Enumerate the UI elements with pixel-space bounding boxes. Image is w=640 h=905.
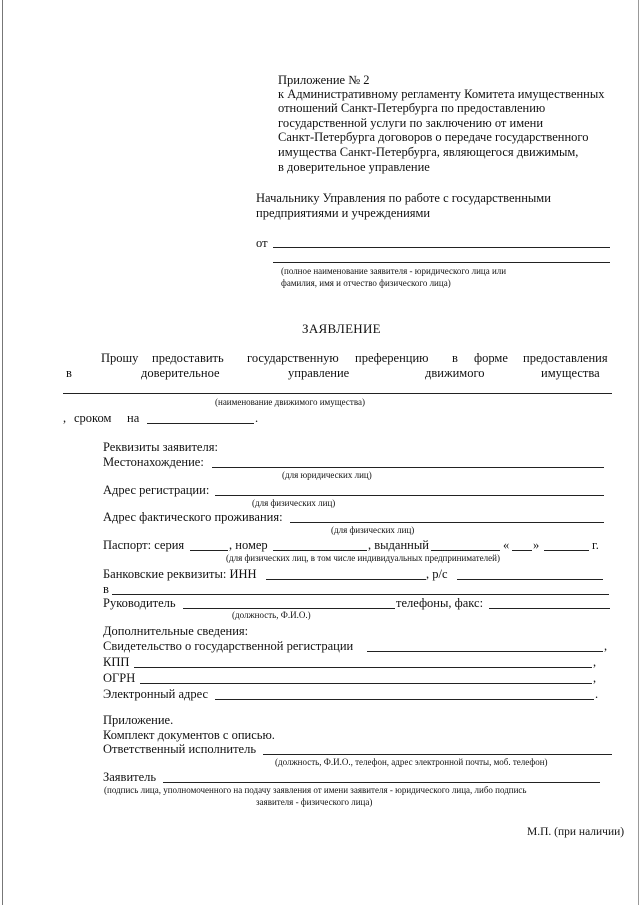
- term-field-line[interactable]: [147, 423, 254, 424]
- certificate-label: Свидетельство о государственной регистрации: [103, 639, 354, 653]
- passport-caption: (для физических лиц, в том числе индивидуальных предпринимателей): [226, 553, 500, 563]
- applicant-signature-field[interactable]: [163, 782, 600, 783]
- bank-inn-label: Банковские реквизиты: ИНН: [103, 567, 257, 581]
- request-word: предоставления: [523, 351, 608, 365]
- email-dot: .: [595, 687, 599, 701]
- kpp-field[interactable]: [134, 667, 592, 668]
- bank-in-label: в: [103, 582, 109, 596]
- bank-name-field[interactable]: [112, 594, 609, 595]
- account-field[interactable]: [457, 579, 603, 580]
- request-word: имущества: [541, 366, 600, 380]
- appendix-line: в доверительное управление: [278, 160, 430, 174]
- property-caption: (наименование движимого имущества): [215, 397, 365, 407]
- location-caption: (для юридических лиц): [282, 470, 372, 480]
- addressee-line: предприятиями и учреждениями: [256, 206, 431, 220]
- page-edge-left: [2, 0, 3, 905]
- phones-field[interactable]: [489, 608, 610, 609]
- from-caption: фамилия, имя и отчество физического лица): [281, 278, 451, 288]
- registration-label: Адрес регистрации:: [103, 483, 210, 497]
- property-name-line[interactable]: [63, 393, 612, 394]
- head-caption: (должность, Ф.И.О.): [232, 610, 311, 620]
- from-field-line[interactable]: [273, 247, 610, 248]
- residence-caption: (для физических лиц): [331, 525, 415, 535]
- kpp-label: КПП: [103, 655, 130, 669]
- email-label: Электронный адрес: [103, 687, 209, 701]
- request-word: доверительное: [141, 366, 220, 380]
- document-title: ЗАЯВЛЕНИЕ: [302, 321, 381, 336]
- phones-label: телефоны, факс:: [396, 596, 484, 610]
- request-word: управление: [288, 366, 350, 380]
- request-word: Прошу: [101, 351, 139, 365]
- residence-field-line[interactable]: [290, 522, 604, 523]
- page-edge-right: [638, 0, 639, 905]
- executor-field[interactable]: [263, 754, 612, 755]
- request-word: форме: [474, 351, 508, 365]
- applicant-caption: (подпись лица, уполномоченного на подачу заявления от имени заявителя - юридического лица, либо подпись: [104, 785, 527, 795]
- appendix-line: Приложение № 2: [278, 73, 370, 87]
- request-word: движимого: [425, 366, 485, 380]
- stamp-note: М.П. (при наличии): [527, 826, 625, 838]
- appendix-line: отношений Санкт-Петербурга по предоставлению: [278, 101, 546, 115]
- registration-caption: (для физических лиц): [252, 498, 336, 508]
- passport-year-suffix: г.: [592, 538, 599, 552]
- kpp-comma: ,: [593, 655, 597, 669]
- residence-label: Адрес фактического проживания:: [103, 510, 283, 524]
- passport-month-field[interactable]: [544, 550, 589, 551]
- term-label: сроком: [74, 411, 112, 425]
- ogrn-label: ОГРН: [103, 671, 136, 685]
- ogrn-field[interactable]: [140, 683, 592, 684]
- appendix-line: Санкт-Петербурга договоров о передаче государственного: [278, 130, 589, 144]
- certificate-field[interactable]: [367, 651, 603, 652]
- passport-number-field[interactable]: [273, 550, 367, 551]
- request-word: предоставить: [152, 351, 224, 365]
- request-word: государственную: [247, 351, 339, 365]
- request-word: в: [452, 351, 458, 365]
- addressee-line: Начальнику Управления по работе с государственными: [256, 191, 551, 205]
- inn-field[interactable]: [266, 579, 426, 580]
- applicant-caption: заявителя - физического лица): [256, 797, 373, 807]
- request-word: преференцию: [355, 351, 429, 365]
- passport-series-label: Паспорт: серия: [103, 538, 185, 552]
- passport-number-label: , номер: [229, 538, 268, 552]
- attachment-docs: Комплект документов с описью.: [103, 728, 275, 742]
- head-field[interactable]: [183, 608, 395, 609]
- appendix-line: государственной услуги по заключению от имени: [278, 116, 544, 130]
- from-caption: (полное наименование заявителя - юридического лица или: [281, 266, 507, 276]
- registration-field-line[interactable]: [215, 495, 604, 496]
- term-end: .: [255, 411, 259, 425]
- term-on: на: [127, 411, 140, 425]
- passport-series-field[interactable]: [190, 550, 228, 551]
- from-field-line-2[interactable]: [273, 262, 610, 263]
- executor-caption: (должность, Ф.И.О., телефон, адрес электронной почты, моб. телефон): [275, 757, 548, 767]
- passport-issued-label: , выданный: [368, 538, 429, 552]
- account-label: , р/с: [426, 567, 448, 581]
- location-field-line[interactable]: [212, 467, 604, 468]
- appendix-line: имущества Санкт-Петербурга, являющегося движимым,: [278, 145, 579, 159]
- passport-issued-field[interactable]: [431, 550, 500, 551]
- email-field[interactable]: [215, 699, 594, 700]
- ogrn-comma: ,: [593, 671, 597, 685]
- applicant-label: Заявитель: [103, 770, 157, 784]
- requisites-heading: Реквизиты заявителя:: [103, 440, 218, 454]
- appendix-line: к Административному регламенту Комитета имущественных: [278, 87, 605, 101]
- location-label: Местонахождение:: [103, 455, 204, 469]
- from-label: от: [256, 236, 268, 250]
- term-comma: ,: [63, 411, 67, 425]
- passport-quote-open: «: [503, 538, 510, 552]
- head-label: Руководитель: [103, 596, 176, 610]
- attachment-heading: Приложение.: [103, 713, 174, 727]
- passport-quote-close: »: [533, 538, 540, 552]
- additional-heading: Дополнительные сведения:: [103, 624, 249, 638]
- certificate-comma: ,: [604, 639, 608, 653]
- request-word: в: [66, 366, 72, 380]
- executor-label: Ответственный исполнитель: [103, 742, 257, 756]
- passport-day-field[interactable]: [512, 550, 532, 551]
